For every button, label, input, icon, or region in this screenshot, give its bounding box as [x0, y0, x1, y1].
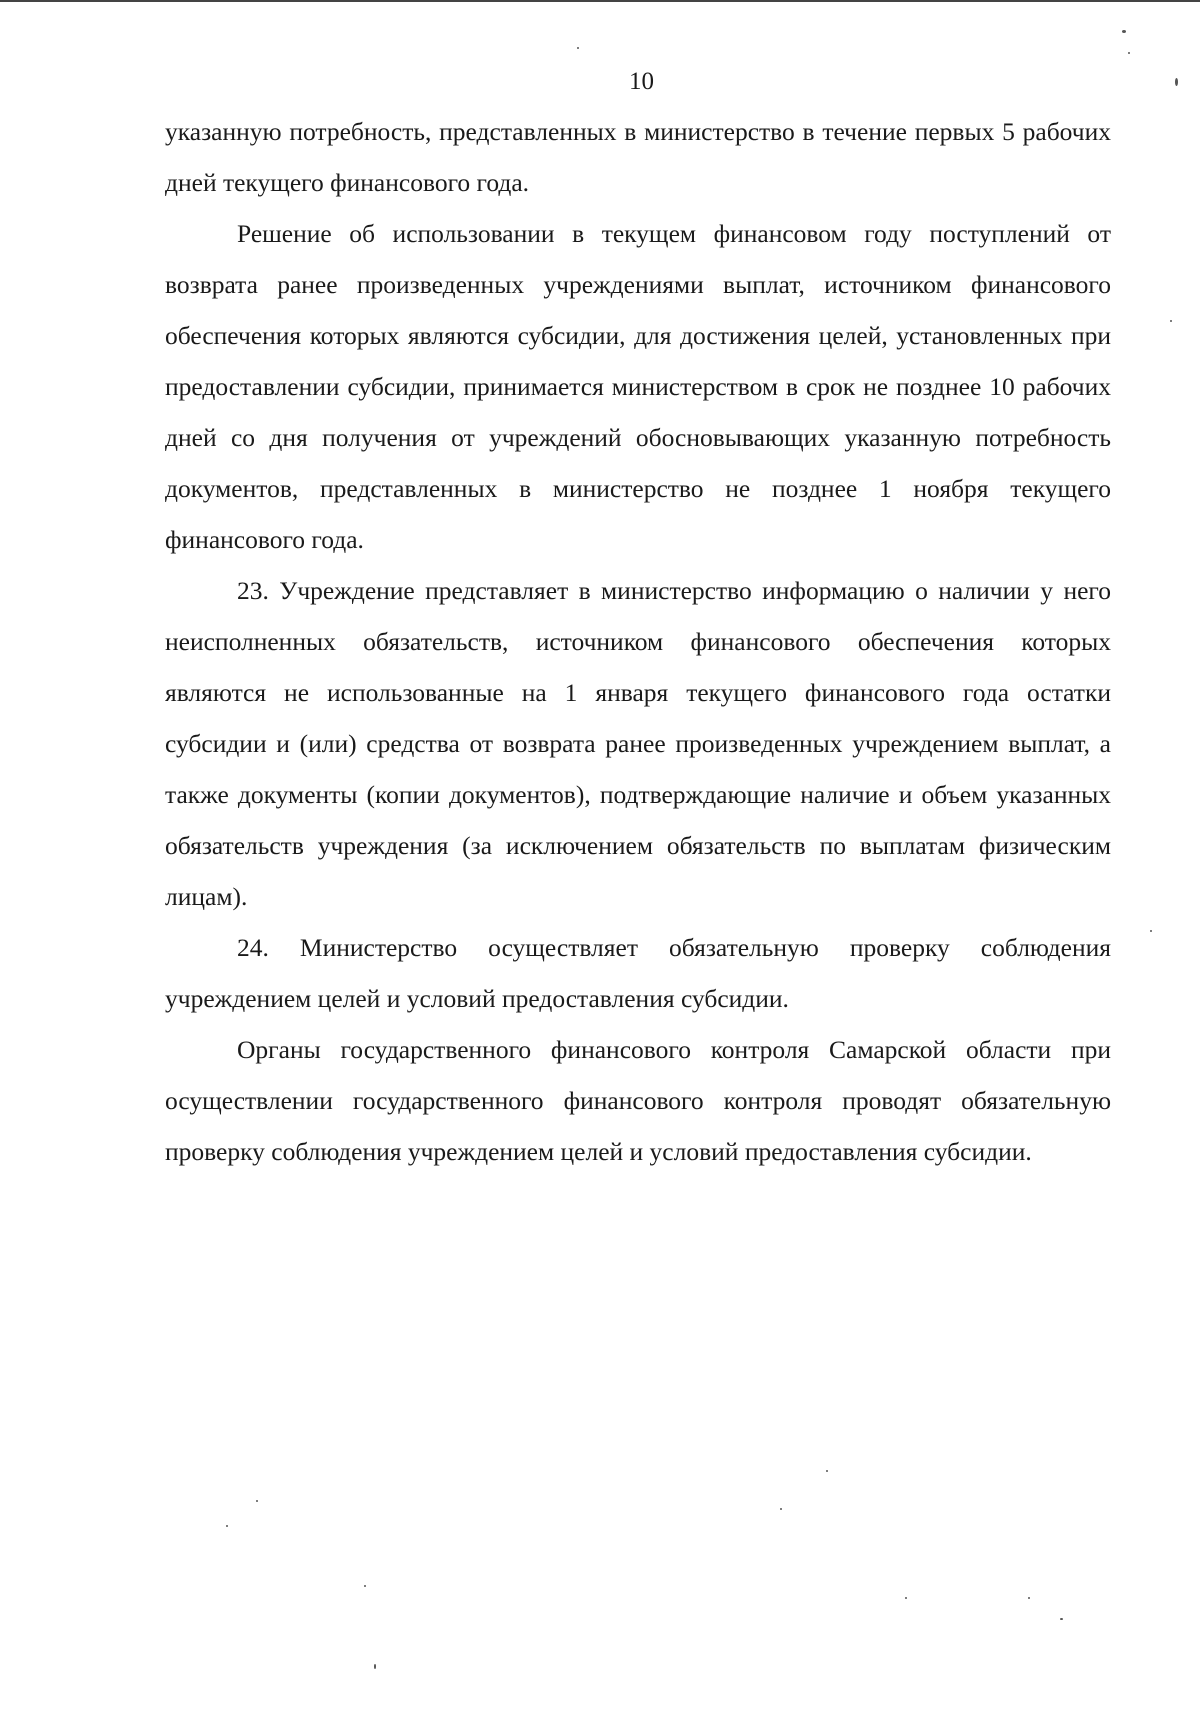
scan-speck [256, 1500, 258, 1502]
scan-speck [905, 1597, 907, 1599]
scan-speck [1122, 30, 1126, 33]
paragraph-refund-decision: Решение об использовании в текущем финансовом году поступлений от возврата ранее произведенных учреждениями выплат, источником финансового обеспечения которых являются субсидии, для достижения целей, установленных при предоставлении субсидии, принимается министерством в срок не позднее 10 рабочих дней со дня получения от учреждений обосновывающих указанную потребность документов, представленных в министерство не позднее 1 ноября текущего финансового года. [165, 219, 1111, 554]
paragraph-23-obligations-info: 23. Учреждение представляет в министерство информацию о наличии у него неисполненных обязательств, источником финансового обеспечения которых являются не использованные на 1 января текущего финансового года остатки субсидии и (или) средства от возврата ранее произведенных учреждением выплат, а также документы (копии документов), подтверждающие наличие и объем указанных обязательств учреждения (за исключением обязательств по выплатам физическим лицам). [165, 576, 1111, 911]
scan-speck [1028, 1597, 1030, 1599]
scan-speck [780, 1508, 782, 1510]
document-body [165, 106, 1111, 1177]
paragraph-24-ministry-check: 24. Министерство осуществляет обязательную проверку соблюдения учреждением целей и условий предоставления субсидии. [165, 933, 1111, 1013]
top-border-line [0, 0, 1200, 2]
scan-speck [1170, 320, 1172, 322]
scan-speck [577, 47, 579, 49]
scan-speck [826, 1470, 828, 1472]
scan-speck [364, 1585, 366, 1587]
paragraph-continuation: указанную потребность, представленных в министерство в течение первых 5 рабочих дней текущего финансового года. [165, 117, 1111, 197]
scan-speck [1175, 78, 1178, 86]
scan-speck [226, 1525, 228, 1527]
scan-speck [1128, 52, 1130, 54]
scan-speck [1150, 930, 1152, 932]
paragraph-financial-control: Органы государственного финансового контроля Самарской области при осуществлении государственного финансового контроля проводят обязательную проверку соблюдения учреждением целей и условий предоставления субсидии. [165, 1035, 1111, 1166]
page-number: 10 [629, 68, 654, 95]
scan-speck [1060, 1618, 1063, 1620]
scan-speck [374, 1664, 376, 1669]
